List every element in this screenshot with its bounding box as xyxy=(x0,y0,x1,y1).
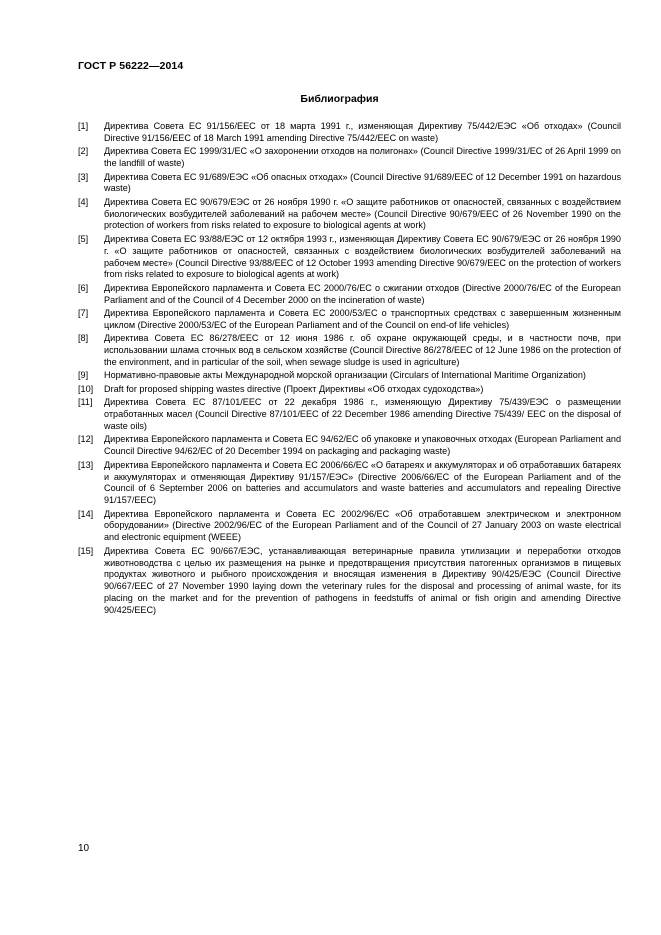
item-text: Директива Европейского парламента и Совета ЕС 2002/96/ЕС «Об отработавшем электрическом и электронном оборудовании» (Directive 2002/96/EC of the European Parliament and of the Council of 27 January 2003 on waste electrical and electronic equipment (WEEE) xyxy=(104,508,621,543)
bibliography-item xyxy=(78,546,621,617)
item-number: [12] xyxy=(78,434,94,445)
item-text: Нормативно-правовые акты Международной морской организации (Circulars of International Maritime Organization) xyxy=(104,370,586,381)
item-text: Директива Совета ЕС 93/88/ЕЭС от 12 октября 1993 г., изменяющая Директиву Совета ЕС 90/679/ЕЭС от 26 ноября 1990 г. «О защите работников от опасностей, связанных с воздействием биологических возбудителей заболеваний на рабочем месте» (Council Directive 93/88/EEC of 12 October 1993 amending Directive 90/679/EEC on the protection of workers from risks related to exposure to biological agents at work) xyxy=(104,233,621,280)
bibliography-item xyxy=(78,172,621,196)
item-text: Директива Совета ЕС 1999/31/ЕС «О захоронении отходов на полигонах» (Council Directive 1999/31/EC of 26 April 1999 on the landfill of waste) xyxy=(104,146,621,169)
item-text: Директива Совета ЕС 87/101/ЕЕС от 22 декабря 1986 г., изменяющую Директиву 75/439/ЕЭС о размещении отработанных масел (Council Directive 87/101/EEC of 22 December 1986 amending Directive 75/439/ EEC on the disposal of waste oils) xyxy=(104,397,621,431)
item-text: Директива Совета ЕС 90/667/ЕЭС, устанавливающая ветеринарные правила утилизации и переработки отходов животноводства с целью их размещения на рынке и предотвращения присутствия патогенных организмов в пищевых продуктах животного и рыбного происхождения и вносящая изменения в Директиву 90/425/ЕЭС (Council Directive 90/667/EEC of 27 November 1990 laying down the veterinary rules for the disposal and processing of animal waste, for its placing on the market and for the prevention of pathogens in feedstuffs of animal or fish origin and amending Directive 90/425/EEC) xyxy=(104,545,621,615)
bibliography-item xyxy=(78,197,621,232)
item-text: Draft for proposed shipping wastes directive (Проект Директивы «Об отходах судоходства») xyxy=(104,383,484,394)
item-number: [9] xyxy=(78,370,89,381)
bibliography-item xyxy=(78,384,621,396)
bibliography-list xyxy=(78,121,621,618)
item-text: Директива Европейского парламента и Совета ЕС 2006/66/ЕС «О батареях и аккумуляторах и об отработавших батареях и аккумуляторах и отменяющая Директиву 91/157/ЕЭС» (Directive 2006/66/EC of the European Parliament and of the Council of 6 September 2006 on batteries and accumulators and waste batteries and accumulators and repealing Directive 91/157/EEC) xyxy=(104,459,621,506)
item-number: [5] xyxy=(78,233,89,244)
item-number: [11] xyxy=(78,397,93,408)
bibliography-item xyxy=(78,121,621,145)
item-text: Директива Европейского парламента и Совета ЕС 94/62/ЕС об упаковке и упаковочных отходах (European Parliament and Council Directive 94/62/EC of 20 December 1994 on packaging and packaging waste) xyxy=(104,434,621,457)
bibliography-item xyxy=(78,460,621,507)
bibliography-item xyxy=(78,397,621,432)
item-number: [1] xyxy=(78,121,89,131)
item-number: [7] xyxy=(78,308,89,319)
item-text: Директива Совета ЕС 91/689/ЕЭС «Об опасных отходах» (Council Directive 91/689/EEC of 12 December 1991 on hazardous waste) xyxy=(104,171,621,194)
page-number: 10 xyxy=(78,843,90,854)
item-number: [2] xyxy=(78,146,89,157)
bibliography-item xyxy=(78,333,621,368)
item-text: Директива Европейского парламента и Совета ЕС 2000/53/ЕС о транспортных средствах с завершенным жизненным циклом (Directive 2000/53/EC of the European Parliament and of the Council on end-of life vehicles) xyxy=(104,308,621,330)
item-text: Директива Совета ЕС 91/156/ЕЕС от 18 марта 1991 г., изменяющая Директиву 75/442/ЕЭС «Об отходах» (Council Directive 91/156/EEC of 18 March 1991 amending Directive 75/442/EEC on waste) xyxy=(104,121,621,143)
item-number: [3] xyxy=(78,171,89,182)
bibliography-item xyxy=(78,509,621,544)
document-id: ГОСТ Р 56222—2014 xyxy=(78,60,184,72)
bibliography-item xyxy=(78,308,621,332)
bibliography-item xyxy=(78,234,621,281)
item-number: [8] xyxy=(78,333,89,344)
item-number: [14] xyxy=(78,508,94,519)
item-text: Директива Совета ЕС 86/278/ЕЕС от 12 июня 1986 г. об охране окружающей среды, и в частности почв, при использовании шлама сточных вод в сельском хозяйстве (Council Directive 86/278/EEC of 12 June 1986 on the protection of the environment, and in particular of the soil, when sewage sludge is used in agriculture) xyxy=(104,333,621,367)
item-number: [4] xyxy=(78,196,89,207)
item-text: Директива Европейского парламента и Совета ЕС 2000/76/ЕС о сжигании отходов (Directive 2000/76/EC of the European Parliament and of the Council of 4 December 2000 on the incineration of waste) xyxy=(104,282,621,305)
item-number: [10] xyxy=(78,383,94,394)
bibliography-item xyxy=(78,370,621,382)
item-number: [13] xyxy=(78,459,94,470)
bibliography-item xyxy=(78,434,621,458)
item-number: [6] xyxy=(78,282,89,293)
item-text: Директива Совета ЕС 90/679/ЕЭС от 26 ноября 1990 г. «О защите работников от опасностей, связанных с воздействием биологических возбудителей заболеваний на рабочем месте» (Council Directive 90/679/EEC of 26 November 1990 on the protection of workers from risks related to exposure to biological agents at work) xyxy=(104,196,621,231)
bibliography-item xyxy=(78,146,621,170)
bibliography-item xyxy=(78,283,621,307)
item-number: [15] xyxy=(78,545,94,556)
section-title: Библиография xyxy=(300,93,379,105)
